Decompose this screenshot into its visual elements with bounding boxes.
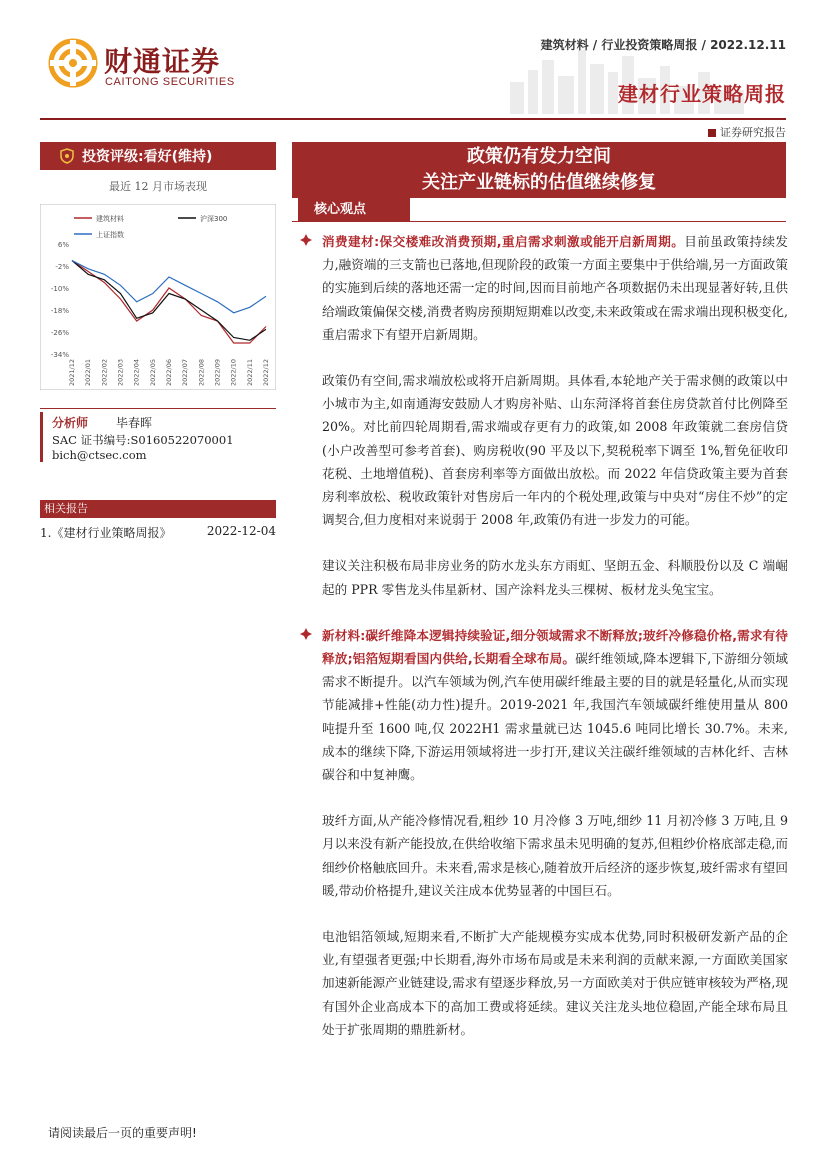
core-view-divider [292,221,786,222]
legend-label: 上证指数 [96,231,124,239]
x-tick-label: 2022/04 [132,358,141,386]
chart-legend [74,214,227,239]
shield-icon [60,148,74,164]
y-tick-label: -26% [50,329,69,337]
headline-line-1: 政策仍有发力空间 [467,146,611,167]
analyst-label: 分析师 [52,416,89,430]
diamond-bullet-icon [300,234,312,246]
x-tick-label: 2022/11 [245,358,254,386]
logo-en-text: CAITONG SECURITIES [105,76,235,88]
paragraph-consumer-materials [298,230,788,346]
report-body [298,230,788,1064]
paragraph-highlight: 消费建材:保交楼难改消费预期,重启需求刺激或能开启新周期。 [322,234,685,249]
rating-text: 投资评级:看好(维持) [82,149,213,165]
y-tick-label: 6% [57,241,69,249]
y-tick-label: -34% [50,351,69,359]
related-reports-header: 相关报告 [40,500,276,518]
x-tick-label: 2022/10 [229,358,238,386]
paragraph-text: 玻纤方面,从产能冷修情况看,粗纱 10 月冷修 3 万吨,细纱 11 月初冷修 3 万吨,且 9 月以来没有新产能投放,在供给收缩下需求虽未见明确的复苏,但粗纱价格底部走稳,而细纱价格触底回升。未来看,需求是核心,随着放开后经济的逐步恢复,玻纤需求有望回暖,带动价格提升,建议关注成本优势显著的中国巨石。 [322,813,788,898]
diamond-bullet-icon [300,628,312,640]
x-tick-label: 2022/08 [197,358,206,386]
y-tick-label: -2% [55,263,69,271]
paragraph-recommendation [298,554,788,600]
paragraph-text: 政策仍有空间,需求端放松或将开启新周期。具体看,本轮地产关于需求侧的政策以中小城市为主,如南通海安鼓励人才购房补贴、山东菏泽将首套住房贷款首付比例降至 20%。对比前四轮周期看,需求端或存更有力的政策,如 2008 年政策就二套房信贷(小户改善型可参考首套)、购房税收(90 平及以下,契税税率下调至 1%,暂免征收印花税、土地增值税)、首套房利率等方面做出放松。而 2022 年信贷政策主要为首套房利率放松、税收政策针对售房后一年内的个税处理,政策与中央对“房住不炒”的定调契合,但力度相对来说弱于 2008 年,政策仍有进一步发力的可能。 [322,373,788,528]
logo-icon [48,38,98,88]
company-logo [48,38,248,90]
chart-series [72,261,266,344]
analyst-divider [40,408,276,409]
chart-x-axis [68,359,270,386]
headline-line-2: 关注产业链标的估值继续修复 [422,172,656,193]
related-report-item[interactable] [40,524,276,541]
x-tick-label: 2022/05 [148,358,157,386]
report-headline [292,142,786,198]
investment-rating [40,142,276,170]
paragraph-glass-fiber [298,809,788,902]
x-tick-label: 2022/06 [165,358,173,386]
paragraph-text: 碳纤维领域,降本逻辑下,下游细分领域需求不断提升。以汽车领域为例,汽车使用碳纤维最主要的目的就是轻量化,从而实现节能减排+性能(动力性)提升。2019-2021 年,我国汽车领域碳纤维使用量从 800 吨提升至 1600 吨,仅 2022H1 需求量就已达 1045.6 吨同比增长 30.7%。未来,成本的继续下降,下游运用领域将进一步打开,建议关注碳纤维领域的吉林化纤、吉林碳谷和中复神鹰。 [322,651,788,783]
report-type-text: 证券研究报告 [720,126,786,139]
x-tick-label: 2022/07 [181,358,190,386]
x-tick-label: 2022/09 [213,358,222,386]
paragraph-policy-space [298,369,788,531]
paragraph-text: 建议关注积极布局非房业务的防水龙头东方雨虹、坚朗五金、科顺股份以及 C 端崛起的 PPR 零售龙头伟星新材、国产涂料龙头三棵树、板材龙头兔宝宝。 [322,558,788,597]
related-report-date: 2022-12-04 [206,524,276,538]
paragraph-battery-foil [298,925,788,1041]
analyst-accent-bar [40,412,43,462]
y-tick-label: -10% [50,285,69,293]
x-tick-label: 2022/02 [100,358,109,386]
x-tick-label: 2022/12 [262,358,270,386]
series-line [72,261,266,341]
header-divider [40,118,786,120]
disclaimer-notice: 请阅读最后一页的重要声明! [48,1126,197,1140]
report-type-label [708,124,786,140]
series-line [72,261,266,313]
analyst-name: 毕春晖 [116,416,153,430]
report-series-title: 建材行业策略周报 [618,82,786,106]
analyst-email[interactable]: bich@ctsec.com [52,448,147,462]
core-view-tab: 核心观点 [298,198,410,222]
related-report-title[interactable]: 1.《建材行业策略周报》 [40,526,172,540]
paragraph-text: 目前虽政策持续发力,融资端的三支箭也已落地,但现阶段的政策一方面主要集中于供给端,另一方面政策的实施到后续的落地还需一定的时间,因而目前地产各项数据仍未出现显著好转,且供给端政策偏保交楼,消费者购房预期短期难以改变,未来政策或在需求端出现积极变化,重启需求下有望开启新周期。 [322,234,788,342]
market-performance-title: 最近 12 月市场表现 [109,180,207,193]
x-tick-label: 2022/01 [84,358,93,386]
legend-label: 建筑材料 [96,215,124,223]
y-tick-label: -18% [50,307,69,315]
legend-label: 沪深300 [200,215,228,223]
x-tick-label: 2021/12 [68,358,76,386]
logo-cn-text: 财通证券 [104,45,221,78]
market-performance-chart [40,204,276,390]
paragraph-new-materials [298,624,788,786]
x-tick-label: 2022/03 [116,358,125,386]
report-meta: 建筑材料 / 行业投资策略周报 / 2022.12.11 [540,38,786,52]
analyst-sac-number: SAC 证书编号:S0160522070001 [52,433,234,447]
paragraph-text: 电池铝箔领域,短期来看,不断扩大产能规模夯实成本优势,同时积极研发新产品的企业,有望强者更强;中长期看,海外市场布局或是未来利润的贡献来源,一方面欧美国家加速新能源产业链建设,需求有望逐步释放,另一方面欧美对于供应链审核较为严格,现有国外企业高成本下的高加工费或将延续。建议关注龙头地位稳固,产能全球布局且处于扩张周期的鼎胜新材。 [322,929,788,1037]
chart-y-axis [51,241,69,359]
paragraph-highlight: 新材料:碳纤维降本逻辑持续验证,细分领域需求不断释放;玻纤冷修稳价格,需求有待释放;铝箔短期看国内供给,长期看全球布局。 [322,627,788,667]
